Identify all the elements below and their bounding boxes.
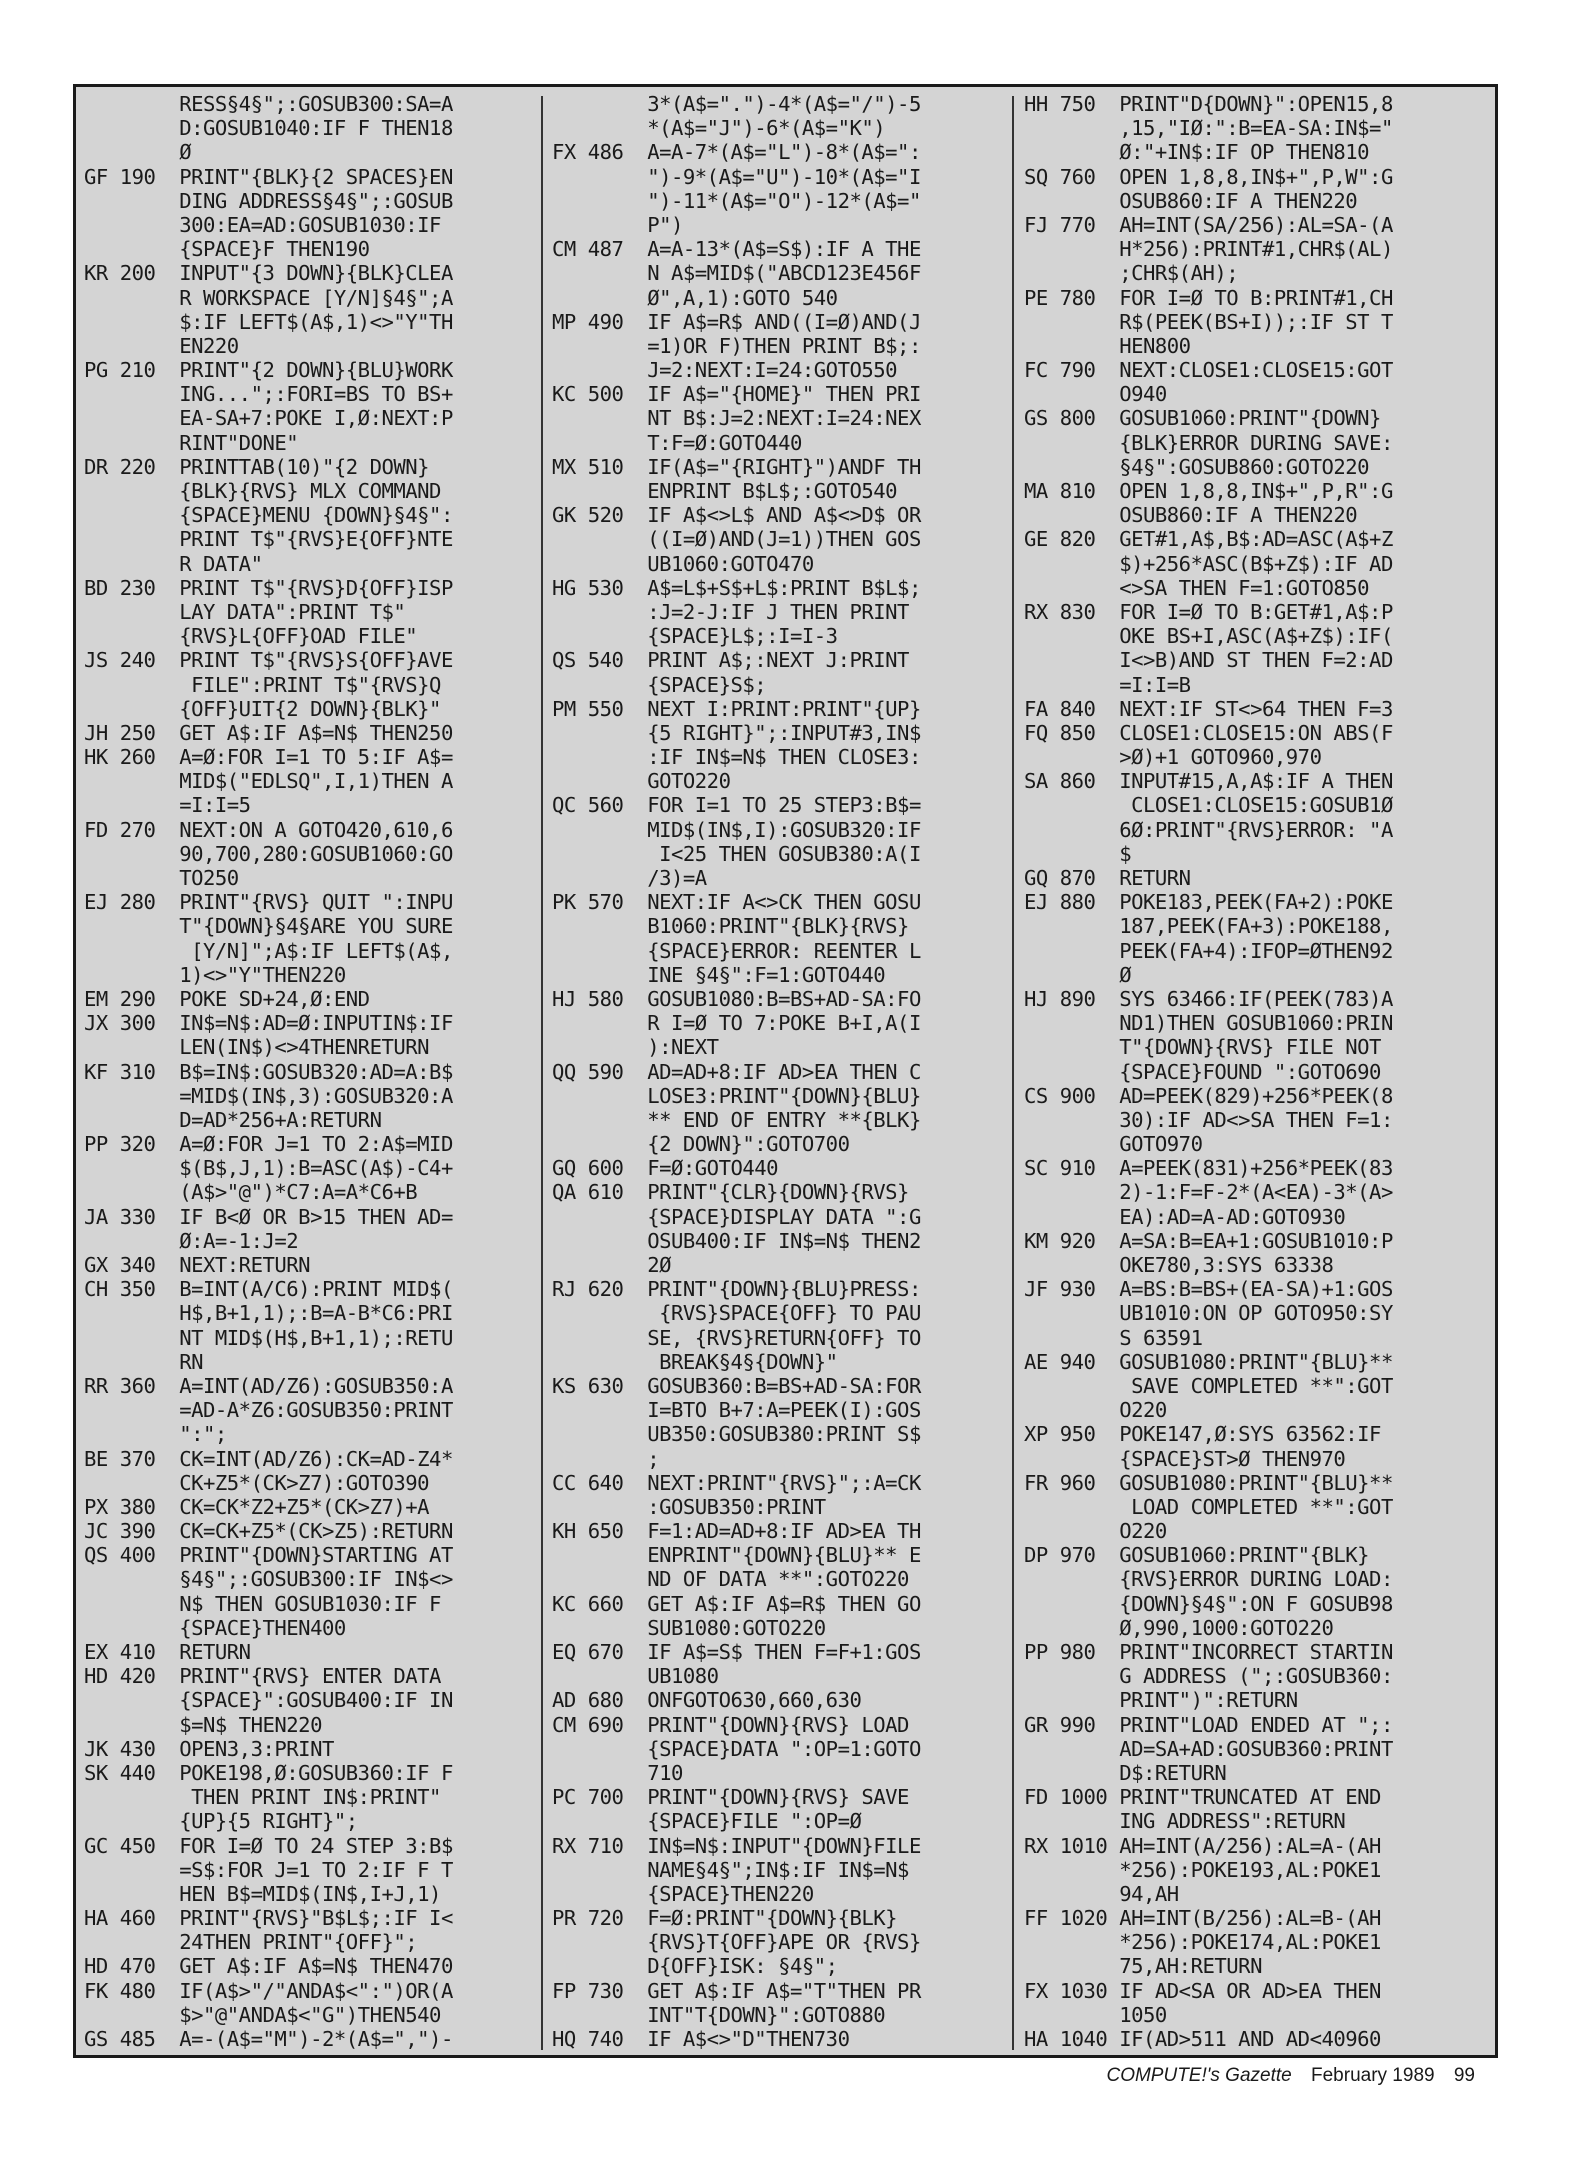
code-line: OKE BS+I,ASC(A$+Z$):IF( (1024, 624, 1393, 649)
code-line: GR 990 PRINT"LOAD ENDED AT ";: (1024, 1712, 1393, 1737)
code-line: PE 780 FOR I=Ø TO B:PRINT#1,CH (1024, 285, 1393, 310)
code-line: GX 340 NEXT:RETURN (84, 1253, 311, 1277)
code-line: {SPACE}FOUND ":GOTO690 (1024, 1059, 1381, 1084)
code-line: ; (552, 1446, 660, 1471)
code-line: LOSE3:PRINT"{DOWN}{BLU} (552, 1083, 921, 1108)
code-line: EA-SA+7:POKE I,Ø:NEXT:P (84, 406, 453, 431)
code-line: =I:I=B (1024, 672, 1191, 697)
code-line: :IF IN$=N$ THEN CLOSE3: (552, 745, 921, 770)
code-line: PK 570 NEXT:IF A<>CK THEN GOSU (552, 890, 921, 915)
code-line: HD 420 PRINT"{RVS} ENTER DATA (84, 1664, 441, 1689)
code-line: {SPACE}MENU {DOWN}§4§": (84, 503, 453, 528)
code-line: EJ 280 PRINT"{RVS} QUIT ":INPU (84, 890, 453, 915)
code-line: GE 820 GET#1,A$,B$:AD=ASC(A$+Z (1024, 527, 1393, 552)
code-line: HJ 890 SYS 63466:IF(PEEK(783)A (1024, 986, 1393, 1011)
code-line: /3)=A (552, 866, 707, 890)
code-line: PR 720 F=Ø:PRINT"{DOWN}{BLK} (552, 1906, 898, 1931)
code-line: {BLK}{RVS} MLX COMMAND (84, 479, 441, 503)
code-line: CM 690 PRINT"{DOWN}{RVS} LOAD (552, 1712, 909, 1737)
code-line: =AD-A*Z6:GOSUB350:PRINT (84, 1398, 453, 1423)
code-line: PC 700 PRINT"{DOWN}{RVS} SAVE (552, 1785, 909, 1810)
code-line: HQ 740 IF A$<>"D"THEN730 (552, 2027, 850, 2051)
code-line: {BLK}ERROR DURING SAVE: (1024, 430, 1393, 455)
code-line: SK 440 POKE198,Ø:GOSUB360:IF F (84, 1760, 453, 1785)
code-line: R DATA" (84, 551, 263, 576)
code-line: {RVS}T{OFF}APE OR {RVS} (552, 1930, 921, 1955)
code-line: HA 460 PRINT"{RVS}"B$L$;:IF I< (84, 1906, 453, 1931)
code-line: $(B$,J,1):B=ASC(A$)-C4+ (84, 1156, 453, 1181)
code-line: HEN800 (1024, 333, 1191, 358)
code-line: MA 810 OPEN 1,8,8,IN$+",P,R":G (1024, 479, 1393, 503)
code-line: FX 486 A=A-7*(A$="L")-8*(A$=": (552, 140, 921, 165)
code-line: CS 900 AD=PEEK(829)+256*PEEK(8 (1024, 1083, 1393, 1108)
code-line: =MID$(IN$,3):GOSUB320:A (84, 1083, 453, 1108)
code-line: SAVE COMPLETED **":GOT (1024, 1373, 1393, 1398)
code-line: {RVS}SPACE{OFF} TO PAU (552, 1301, 921, 1326)
code-line: RX 710 IN$=N$:INPUT"{DOWN}FILE (552, 1833, 921, 1858)
code-line: LEN(IN$)<>4THENRETURN (84, 1035, 430, 1060)
code-line: $>"@"ANDA$<"G")THEN540 (84, 2002, 441, 2027)
code-line: {DOWN}§4§":ON F GOSUB98 (1024, 1591, 1393, 1616)
code-line: 75,AH:RETURN (1024, 1954, 1262, 1979)
code-line: §4§";:GOSUB300:IF IN$<> (84, 1567, 453, 1592)
code-line: 24THEN PRINT"{OFF}"; (84, 1930, 418, 1955)
code-line: T"{DOWN}{RVS} FILE NOT (1024, 1035, 1381, 1060)
code-line: {RVS}L{OFF}OAD FILE" (84, 624, 418, 649)
code-line: {OFF}UIT{2 DOWN}{BLK}" (84, 696, 441, 721)
code-line: Ø:A=-1:J=2 (84, 1228, 299, 1253)
code-line: GOTO220 (552, 769, 731, 794)
code-line: PM 550 NEXT I:PRINT:PRINT"{UP} (552, 696, 921, 721)
code-line: {SPACE}ST>Ø THEN970 (1024, 1446, 1346, 1471)
code-line: GF 190 PRINT"{BLK}{2 SPACES}EN (84, 164, 453, 189)
code-line: JA 330 IF B<Ø OR B>15 THEN AD= (84, 1204, 453, 1229)
listing-column-2 (552, 92, 921, 2051)
column-divider-1 (541, 96, 543, 2050)
code-line: ** END OF ENTRY **{BLK} (552, 1107, 921, 1132)
code-line: HD 470 GET A$:IF A$=N$ THEN470 (84, 1954, 453, 1979)
code-line: THEN PRINT IN$:PRINT" (84, 1785, 441, 1810)
code-line: FD 1000 PRINT"TRUNCATED AT END (1024, 1785, 1381, 1810)
code-line: ND OF DATA **":GOTO220 (552, 1567, 909, 1592)
code-line: ENPRINT B$L$;:GOTO540 (552, 479, 898, 503)
code-line: TO250 (84, 866, 239, 890)
code-line: ,15,"IØ:":B=EA-SA:IN$=" (1024, 116, 1393, 141)
code-line: NT B$:J=2:NEXT:I=24:NEX (552, 406, 921, 431)
code-line: QS 400 PRINT"{DOWN}STARTING AT (84, 1543, 453, 1568)
code-line: KC 500 IF A$="{HOME}" THEN PRI (552, 382, 921, 407)
code-line: 1)<>"Y"THEN220 (84, 962, 346, 987)
code-line: DP 970 GOSUB1060:PRINT"{BLK} (1024, 1543, 1370, 1568)
code-line: QQ 590 AD=AD+8:IF AD>EA THEN C (552, 1059, 921, 1084)
code-line: UB1080 (552, 1664, 719, 1689)
code-line: <>SA THEN F=1:GOTO850 (1024, 575, 1370, 600)
code-line: BREAK§4§{DOWN}" (552, 1349, 838, 1374)
code-line: PRINT T$"{RVS}E{OFF}NTE (84, 527, 453, 552)
code-line: EN220 (84, 333, 239, 358)
code-line: UB1060:GOTO470 (552, 551, 814, 576)
code-line: CM 487 A=A-13*(A$=S$):IF A THE (552, 237, 921, 262)
code-line: :GOSUB350:PRINT (552, 1494, 826, 1519)
code-line: NT MID$(H$,B+1,1);:RETU (84, 1325, 453, 1350)
code-line: {UP}{5 RIGHT}"; (84, 1809, 358, 1834)
code-line: S 63591 (1024, 1325, 1203, 1350)
code-line: $ (1024, 841, 1132, 866)
code-line: CC 640 NEXT:PRINT"{RVS}";:A=CK (552, 1470, 921, 1495)
code-line: MX 510 IF(A$="{RIGHT}")ANDF TH (552, 454, 921, 479)
code-line: =1)OR F)THEN PRINT B$;: (552, 333, 921, 358)
code-line: 300:EA=AD:GOSUB1030:IF (84, 212, 441, 237)
code-line: {SPACE}THEN400 (84, 1615, 346, 1640)
code-line: JH 250 GET A$:IF A$=N$ THEN250 (84, 720, 453, 745)
code-line: SE, {RVS}RETURN{OFF} TO (552, 1325, 921, 1350)
magazine-title: COMPUTE!'s Gazette (1106, 2065, 1292, 2086)
code-line: FA 840 NEXT:IF ST<>64 THEN F=3 (1024, 696, 1393, 721)
code-line: *(A$="J")-6*(A$="K") (552, 116, 886, 141)
column-divider-2 (1012, 96, 1014, 2050)
code-line: $:IF LEFT$(A$,1)<>"Y"TH (84, 309, 453, 334)
code-line: KH 650 F=1:AD=AD+8:IF AD>EA TH (552, 1519, 921, 1544)
code-line: RX 830 FOR I=Ø TO B:GET#1,A$:P (1024, 599, 1393, 624)
code-line: I<25 THEN GOSUB380:A(I (552, 841, 921, 866)
code-line: JS 240 PRINT T$"{RVS}S{OFF}AVE (84, 648, 453, 673)
code-line: FP 730 GET A$:IF A$="T"THEN PR (552, 1978, 921, 2003)
code-line: FK 480 IF(A$>"/"ANDA$<":")OR(A (84, 1978, 453, 2003)
code-line: {5 RIGHT}";:INPUT#3,IN$ (552, 720, 921, 745)
code-line: I=BTO B+7:A=PEEK(I):GOS (552, 1398, 921, 1423)
code-line: FJ 770 AH=INT(SA/256):AL=SA-(A (1024, 212, 1393, 237)
code-line: PEEK(FA+4):IFOP=ØTHEN92 (1024, 938, 1393, 963)
code-line: :J=2-J:IF J THEN PRINT (552, 599, 909, 624)
code-line: EJ 880 POKE183,PEEK(FA+2):POKE (1024, 890, 1393, 915)
code-line: Ø",A,1):GOTO 540 (552, 285, 838, 310)
code-line: 1050 (1024, 2002, 1167, 2027)
code-line: OSUB860:IF A THEN220 (1024, 188, 1358, 213)
code-line: §4§":GOSUB860:GOTO220 (1024, 454, 1370, 479)
code-line: SA 860 INPUT#15,A,A$:IF A THEN (1024, 769, 1393, 794)
code-line: =I:I=5 (84, 793, 251, 818)
code-line: 710 (552, 1760, 683, 1785)
code-line: GQ 600 F=Ø:GOTO440 (552, 1156, 779, 1181)
code-line: 6Ø:PRINT"{RVS}ERROR: "A (1024, 817, 1393, 842)
code-line: KR 200 INPUT"{3 DOWN}{BLK}CLEA (84, 261, 453, 286)
code-line: MID$(IN$,I):GOSUB320:IF (552, 817, 921, 842)
code-line: HH 750 PRINT"D{DOWN}":OPEN15,8 (1024, 92, 1393, 116)
code-line: GK 520 IF A$<>L$ AND A$<>D$ OR (552, 503, 921, 528)
listing-column-3 (1024, 92, 1393, 2051)
code-line: AE 940 GOSUB1080:PRINT"{BLU}** (1024, 1349, 1393, 1374)
code-line: DR 220 PRINTTAB(10)"{2 DOWN} (84, 454, 430, 479)
code-line: Ø (1024, 962, 1132, 987)
code-line: {2 DOWN}":GOTO700 (552, 1132, 850, 1157)
code-line: QC 560 FOR I=1 TO 25 STEP3:B$= (552, 793, 921, 818)
code-line: UB350:GOSUB380:PRINT S$ (552, 1422, 921, 1447)
code-line: Ø (84, 140, 192, 165)
code-line: OSUB400:IF IN$=N$ THEN2 (552, 1228, 921, 1253)
code-line: SUB1080:GOTO220 (552, 1615, 826, 1640)
code-line: GS 485 A=-(A$="M")-2*(A$=",")- (84, 2027, 453, 2051)
code-line: {SPACE}DATA ":OP=1:GOTO (552, 1736, 921, 1761)
code-line: O940 (1024, 382, 1167, 407)
code-line: JF 930 A=BS:B=BS+(EA-SA)+1:GOS (1024, 1277, 1393, 1302)
code-line: KM 920 A=SA:B=EA+1:GOSUB1010:P (1024, 1228, 1393, 1253)
code-line: O220 (1024, 1519, 1167, 1544)
code-line: EM 290 POKE SD+24,Ø:END (84, 986, 370, 1011)
code-line: RINT"DONE" (84, 430, 299, 455)
code-line: EX 410 RETURN (84, 1640, 251, 1664)
code-line: SQ 760 OPEN 1,8,8,IN$+",P,W":G (1024, 164, 1393, 189)
code-line: CLOSE1:CLOSE15:GOSUB1Ø (1024, 793, 1393, 818)
code-line: RESS§4§";:GOSUB300:SA=A (84, 92, 453, 116)
code-line: KS 630 GOSUB360:B=BS+AD-SA:FOR (552, 1373, 921, 1398)
code-line: FQ 850 CLOSE1:CLOSE15:ON ABS(F (1024, 720, 1393, 745)
code-line: XP 950 POKE147,Ø:SYS 63562:IF (1024, 1422, 1381, 1447)
code-line: HG 530 A$=L$+S$+L$:PRINT B$L$; (552, 575, 921, 600)
code-line: {SPACE}ERROR: REENTER L (552, 938, 921, 963)
code-line: {SPACE}THEN220 (552, 1881, 814, 1906)
code-line: LOAD COMPLETED **":GOT (1024, 1494, 1393, 1519)
code-line: Ø,990,1000:GOTO220 (1024, 1615, 1334, 1640)
code-line: HJ 580 GOSUB1080:B=BS+AD-SA:FO (552, 986, 921, 1011)
code-line: HA 1040 IF(AD>511 AND AD<40960 (1024, 2027, 1381, 2051)
code-line: PX 380 CK=CK*Z2+Z5*(CK>Z7)+A (84, 1494, 430, 1519)
code-line: QA 610 PRINT"{CLR}{DOWN}{RVS} (552, 1180, 909, 1205)
code-line: JX 300 IN$=N$:AD=Ø:INPUTIN$:IF (84, 1011, 453, 1036)
code-line: RX 1010 AH=INT(A/256):AL=A-(AH (1024, 1833, 1381, 1858)
code-line: $=N$ THEN220 (84, 1712, 322, 1737)
code-line: HK 260 A=Ø:FOR I=1 TO 5:IF A$= (84, 745, 453, 770)
code-line: >Ø)+1 GOTO960,970 (1024, 745, 1322, 770)
code-line: N A$=MID$("ABCD123E456F (552, 261, 921, 286)
code-line: GS 800 GOSUB1060:PRINT"{DOWN} (1024, 406, 1381, 431)
code-line: {SPACE}DISPLAY DATA ":G (552, 1204, 921, 1229)
code-line: QS 540 PRINT A$;:NEXT J:PRINT (552, 648, 909, 673)
code-line: D=AD*256+A:RETURN (84, 1107, 382, 1132)
code-line: FR 960 GOSUB1080:PRINT"{BLU}** (1024, 1470, 1393, 1495)
code-line: ")-11*(A$="O")-12*(A$=" (552, 188, 921, 213)
code-line: 94,AH (1024, 1881, 1179, 1906)
code-line: N$ THEN GOSUB1030:IF F (84, 1591, 441, 1616)
code-line: ")-9*(A$="U")-10*(A$="I (552, 164, 921, 189)
code-line: OKE780,3:SYS 63338 (1024, 1253, 1334, 1277)
code-line: P") (552, 212, 683, 237)
code-line: DING ADDRESS§4§";:GOSUB (84, 188, 453, 213)
code-line: ((I=Ø)AND(J=1))THEN GOS (552, 527, 921, 552)
code-line: KC 660 GET A$:IF A$=R$ THEN GO (552, 1591, 921, 1616)
code-line: ING ADDRESS":RETURN (1024, 1809, 1346, 1834)
code-line: Ø:"+IN$:IF OP THEN810 (1024, 140, 1370, 165)
code-line: D:GOSUB1040:IF F THEN18 (84, 116, 453, 141)
code-line: D{OFF}ISK: §4§"; (552, 1954, 838, 1979)
code-line: D$:RETURN (1024, 1760, 1227, 1785)
code-line: AD 680 ONFGOTO630,660,630 (552, 1688, 862, 1713)
code-line: GOTO970 (1024, 1132, 1203, 1157)
code-line: I<>B)AND ST THEN F=2:AD (1024, 648, 1393, 673)
code-line: JC 390 CK=CK+Z5*(CK>Z5):RETURN (84, 1519, 453, 1544)
code-line: ":"; (84, 1422, 227, 1447)
code-line: ING...";:FORI=BS TO BS+ (84, 382, 453, 407)
code-line: B1060:PRINT"{BLK}{RVS} (552, 914, 909, 939)
code-line: KF 310 B$=IN$:GOSUB320:AD=A:B$ (84, 1059, 453, 1084)
code-line: HEN B$=MID$(IN$,I+J,1) (84, 1881, 441, 1906)
code-line: 2Ø (552, 1253, 671, 1277)
code-line: ;CHR$(AH); (1024, 261, 1239, 286)
code-line: 2)-1:F=F-2*(A<EA)-3*(A> (1024, 1180, 1393, 1205)
code-line: GC 450 FOR I=Ø TO 24 STEP 3:B$ (84, 1833, 453, 1858)
code-line: 3*(A$=".")-4*(A$="/")-5 (552, 92, 921, 116)
code-line: NAME§4§";IN$:IF IN$=N$ (552, 1857, 909, 1882)
code-line: *256):POKE193,AL:POKE1 (1024, 1857, 1381, 1882)
code-line: T:F=Ø:GOTO440 (552, 430, 802, 455)
code-line: SC 910 A=PEEK(831)+256*PEEK(83 (1024, 1156, 1393, 1181)
code-line: AD=SA+AD:GOSUB360:PRINT (1024, 1736, 1393, 1761)
code-line: T"{DOWN}§4§ARE YOU SURE (84, 914, 453, 939)
code-line: BE 370 CK=INT(AD/Z6):CK=AD-Z4* (84, 1446, 453, 1471)
code-line: {SPACE}S$; (552, 672, 767, 697)
code-line: ENPRINT"{DOWN}{BLU}** E (552, 1543, 921, 1568)
code-line: INE §4§":F=1:GOTO440 (552, 962, 886, 987)
code-line: {SPACE}L$;:I=I-3 (552, 624, 838, 649)
code-line: 90,700,280:GOSUB1060:GO (84, 841, 453, 866)
code-line: FILE":PRINT T$"{RVS}Q (84, 672, 441, 697)
code-line: {SPACE}":GOSUB400:IF IN (84, 1688, 453, 1713)
code-line: RJ 620 PRINT"{DOWN}{BLU}PRESS: (552, 1277, 921, 1302)
code-line: FX 1030 IF AD<SA OR AD>EA THEN (1024, 1978, 1381, 2003)
code-line: BD 230 PRINT T$"{RVS}D{OFF}ISP (84, 575, 453, 600)
code-line: PP 980 PRINT"INCORRECT STARTIN (1024, 1640, 1393, 1664)
code-line: (A$>"@")*C7:A=A*C6+B (84, 1180, 418, 1205)
code-line: R WORKSPACE [Y/N]§4§";A (84, 285, 453, 310)
code-line: JK 430 OPEN3,3:PRINT (84, 1736, 334, 1761)
code-line: 30):IF AD<>SA THEN F=1: (1024, 1107, 1393, 1132)
code-line: G ADDRESS (";:GOSUB360: (1024, 1664, 1393, 1689)
code-line: INT"T{DOWN}":GOTO880 (552, 2002, 886, 2027)
code-line: R I=Ø TO 7:POKE B+I,A(I (552, 1011, 921, 1036)
page-footer (1106, 2065, 1475, 2087)
code-line: MP 490 IF A$=R$ AND((I=Ø)AND(J (552, 309, 921, 334)
code-line: GQ 870 RETURN (1024, 866, 1191, 890)
code-line: {SPACE}F THEN190 (84, 237, 370, 262)
code-line: FF 1020 AH=INT(B/256):AL=B-(AH (1024, 1906, 1381, 1931)
code-line: MID$("EDLSQ",I,1)THEN A (84, 769, 453, 794)
code-line: CK+Z5*(CK>Z7):GOTO390 (84, 1470, 430, 1495)
code-line: PG 210 PRINT"{2 DOWN}{BLU}WORK (84, 358, 453, 383)
code-line: ):NEXT (552, 1035, 719, 1060)
code-line: [Y/N]";A$:IF LEFT$(A$, (84, 938, 453, 963)
code-line: J=2:NEXT:I=24:GOTO550 (552, 358, 898, 383)
code-line: {SPACE}FILE ":OP=Ø (552, 1809, 862, 1834)
code-line: CH 350 B=INT(A/C6):PRINT MID$( (84, 1277, 453, 1302)
code-line: UB1010:ON OP GOTO950:SY (1024, 1301, 1393, 1326)
code-line: ND1)THEN GOSUB1060:PRIN (1024, 1011, 1393, 1036)
code-line: EQ 670 IF A$=S$ THEN F=F+1:GOS (552, 1640, 921, 1664)
code-line: FD 270 NEXT:ON A GOTO420,610,6 (84, 817, 453, 842)
code-line: PP 320 A=Ø:FOR J=1 TO 2:A$=MID (84, 1132, 453, 1157)
listing-column-1 (84, 92, 453, 2051)
code-line: LAY DATA":PRINT T$" (84, 599, 406, 624)
code-line: R$(PEEK(BS+I));:IF ST T (1024, 309, 1393, 334)
code-line: O220 (1024, 1398, 1167, 1423)
code-line: H*256):PRINT#1,CHR$(AL) (1024, 237, 1393, 262)
code-line: RN (84, 1349, 203, 1374)
code-line: FC 790 NEXT:CLOSE1:CLOSE15:GOT (1024, 358, 1393, 383)
code-line: RR 360 A=INT(AD/Z6):GOSUB350:A (84, 1373, 453, 1398)
code-line: $)+256*ASC(B$+Z$):IF AD (1024, 551, 1393, 576)
code-line: =S$:FOR J=1 TO 2:IF F T (84, 1857, 453, 1882)
code-line: PRINT")":RETURN (1024, 1688, 1298, 1713)
code-line: H$,B+1,1);:B=A-B*C6:PRI (84, 1301, 453, 1326)
code-line: OSUB860:IF A THEN220 (1024, 503, 1358, 528)
code-line: 187,PEEK(FA+3):POKE188, (1024, 914, 1393, 939)
code-line: *256):POKE174,AL:POKE1 (1024, 1930, 1381, 1955)
code-line: {RVS}ERROR DURING LOAD: (1024, 1567, 1393, 1592)
issue-date: February 1989 (1311, 2065, 1435, 2086)
page-number: 99 (1453, 2065, 1475, 2086)
code-line: EA):AD=A-AD:GOTO930 (1024, 1204, 1346, 1229)
